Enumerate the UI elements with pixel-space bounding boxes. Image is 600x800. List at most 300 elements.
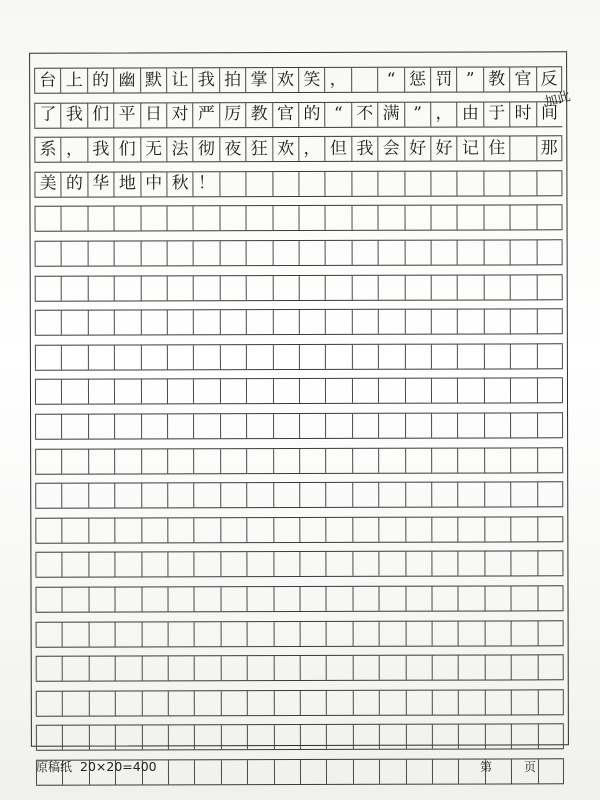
grid-cell: [114, 484, 140, 508]
grid-cell: [246, 206, 272, 230]
grid-cell: [405, 517, 431, 541]
grid-cell: [194, 622, 220, 646]
grid-cell: [35, 380, 61, 404]
grid-cell: [378, 310, 404, 334]
grid-cell: [352, 345, 378, 369]
grid-cell: [300, 656, 326, 680]
grid-cell: [61, 242, 87, 266]
grid-cell: [115, 553, 141, 577]
grid-cell: [325, 345, 351, 369]
grid-cell: [115, 726, 141, 750]
grid-cell: [325, 275, 351, 299]
grid-cell: [379, 691, 405, 715]
grid-cell: [458, 552, 484, 576]
grid-row: [35, 343, 563, 370]
grid-cell: 的: [298, 103, 324, 127]
grid-cell: [537, 621, 563, 645]
grid-row: [35, 447, 563, 474]
grid-cell: [353, 725, 379, 749]
grid-cell: [247, 622, 273, 646]
grid-cell: [484, 483, 510, 507]
grid-cell: 们: [87, 103, 113, 127]
grid-cell: [431, 414, 457, 438]
grid-cell: [484, 448, 510, 472]
grid-cell: [352, 587, 378, 611]
grid-cell: [114, 449, 140, 473]
grid-cell: [483, 275, 509, 299]
grid-cell: 官: [272, 103, 298, 127]
page-label-ye: 页: [524, 760, 537, 774]
grid-cell: [141, 553, 167, 577]
grid-cell: [35, 415, 61, 439]
grid-cell: [246, 241, 272, 265]
grid-row: [35, 274, 563, 301]
grid-cell: [247, 691, 273, 715]
grid-cell: [62, 691, 88, 715]
grid-cell: 日: [140, 103, 166, 127]
grid-cell: [246, 518, 272, 542]
grid-cell: [536, 240, 562, 264]
grid-cell: [378, 518, 404, 542]
grid-cell: [299, 483, 325, 507]
grid-cell: [405, 448, 431, 472]
grid-cell: [273, 552, 299, 576]
grid-cell: [35, 311, 61, 335]
grid-cell: [511, 725, 537, 749]
grid-cell: [167, 310, 193, 334]
paper-label: 原稿纸: [36, 760, 73, 774]
grid-cell: [431, 483, 457, 507]
grid-cell: [34, 207, 60, 231]
grid-cell: [432, 656, 458, 680]
grid-cell: [220, 449, 246, 473]
grid-cell: [379, 552, 405, 576]
grid-cell: [194, 760, 220, 784]
grid-cell: [299, 310, 325, 334]
grid-cell: 幽: [113, 68, 139, 92]
grid-cell: [326, 518, 352, 542]
grid-cell: 中: [140, 172, 166, 196]
grid-row: [36, 654, 564, 681]
grid-cell: [431, 517, 457, 541]
grid-cell: 由: [457, 102, 483, 126]
grid-cell: [220, 518, 246, 542]
grid-cell: [351, 206, 377, 230]
grid-cell: 厉: [219, 103, 245, 127]
grid-cell: [140, 276, 166, 300]
grid-row: [35, 551, 563, 578]
grid-cell: [272, 241, 298, 265]
grid-cell: [141, 726, 167, 750]
grid-cell: [273, 622, 299, 646]
grid-cell: [247, 552, 273, 576]
grid-cell: [194, 518, 220, 542]
grid-cell: [221, 691, 247, 715]
grid-cell: [220, 587, 246, 611]
grid-cell: [458, 621, 484, 645]
grid-cell: [458, 448, 484, 472]
grid-cell: [167, 345, 193, 369]
grid-cell: [168, 691, 194, 715]
grid-cell: [378, 483, 404, 507]
grid-cell: ，: [298, 137, 324, 161]
grid-cell: [431, 344, 457, 368]
grid-cell: [273, 691, 299, 715]
grid-cell: [431, 310, 457, 334]
grid-cell: [167, 483, 193, 507]
grid-cell: [62, 449, 88, 473]
grid-cell: [274, 760, 300, 784]
paper-footer-left: [36, 758, 157, 775]
grid-cell: [273, 449, 299, 473]
grid-cell: [193, 276, 219, 300]
grid-cell: [537, 690, 563, 714]
grid-cell: [510, 206, 536, 230]
grid-cell: [168, 726, 194, 750]
grid-cell: [483, 206, 509, 230]
grid-cell: [511, 690, 537, 714]
grid-cell: [35, 276, 61, 300]
grid-cell: [89, 691, 115, 715]
grid-cell: [87, 207, 113, 231]
grid-cell: [404, 275, 430, 299]
grid-cell: 但: [325, 137, 351, 161]
grid-cell: [300, 622, 326, 646]
grid-cell: [36, 657, 62, 681]
grid-cell: [510, 379, 536, 403]
grid-cell: [510, 448, 536, 472]
grid-cell: ，: [430, 102, 456, 126]
grid-row: [34, 135, 562, 162]
grid-cell: [272, 172, 298, 196]
grid-cell: 不: [351, 102, 377, 126]
grid-cell: ！: [193, 172, 219, 196]
grid-cell: [379, 760, 405, 784]
grid-cell: [221, 726, 247, 750]
grid-cell: [484, 413, 510, 437]
grid-cell: [87, 276, 113, 300]
grid-cell: [194, 449, 220, 473]
grid-cell: [272, 276, 298, 300]
grid-cell: [62, 553, 88, 577]
grid-cell: [194, 587, 220, 611]
grid-cell: [194, 483, 220, 507]
grid-row: [34, 170, 562, 197]
grid-cell: [115, 587, 141, 611]
grid-cell: [88, 587, 114, 611]
grid-cell: ，: [325, 68, 351, 92]
grid-cell: [36, 691, 62, 715]
grid-cell: [457, 414, 483, 438]
grid-cell: [431, 379, 457, 403]
grid-cell: [62, 588, 88, 612]
grid-cell: [88, 553, 114, 577]
grid-cell: [114, 311, 140, 335]
grid-cell: [458, 656, 484, 680]
grid-cell: [193, 310, 219, 334]
grid-cell: ，: [61, 138, 87, 162]
grid-cell: [220, 553, 246, 577]
grid-cell: [404, 344, 430, 368]
grid-cell: [458, 690, 484, 714]
grid-cell: [484, 586, 510, 610]
grid-cell: [405, 379, 431, 403]
grid-cell: [484, 656, 510, 680]
grid-cell: 欢: [272, 137, 298, 161]
grid-cell: [432, 760, 458, 784]
grid-cell: [485, 690, 511, 714]
grid-cell: [114, 207, 140, 231]
grid-cell: [457, 171, 483, 195]
grid-cell: [405, 656, 431, 680]
grid-cell: [273, 379, 299, 403]
grid-cell: [537, 517, 563, 541]
grid-cell: 狂: [246, 137, 272, 161]
grid-cell: 地: [114, 172, 140, 196]
grid-cell: [219, 207, 245, 231]
grid-cell: 好: [404, 137, 430, 161]
grid-cell: [404, 206, 430, 230]
grid-cell: ”: [404, 102, 430, 126]
grid-cell: [537, 482, 563, 506]
grid-cell: [88, 622, 114, 646]
grid-cell: [405, 690, 431, 714]
grid-cell: [352, 552, 378, 576]
grid-cell: [167, 241, 193, 265]
grid-cell: [351, 172, 377, 196]
grid-cell: [167, 449, 193, 473]
grid-cell: [351, 241, 377, 265]
grid-cell: 会: [378, 137, 404, 161]
grid-cell: 满: [377, 102, 403, 126]
grid-cell: [326, 691, 352, 715]
grid-cell: [167, 587, 193, 611]
grid-cell: [484, 552, 510, 576]
grid-cell: [35, 588, 61, 612]
grid-cell: [299, 379, 325, 403]
grid-cell: [141, 484, 167, 508]
grid-cell: [88, 345, 114, 369]
grid-cell: [299, 414, 325, 438]
grid-cell: [325, 241, 351, 265]
grid-cell: 秋: [166, 172, 192, 196]
grid-cell: [458, 587, 484, 611]
grid-cell: [61, 311, 87, 335]
grid-cell: [140, 241, 166, 265]
grid-cell: 罚: [430, 68, 456, 92]
grid-cell: [194, 691, 220, 715]
grid-cell: 笑: [298, 68, 324, 92]
grid-cell: [61, 276, 87, 300]
grid-cell: [193, 345, 219, 369]
grid-cell: [114, 276, 140, 300]
grid-cell: [537, 413, 563, 437]
grid-cell: [510, 275, 536, 299]
grid-cell: [431, 448, 457, 472]
grid-cell: [114, 241, 140, 265]
grid-cell: [115, 622, 141, 646]
grid-cell: [88, 414, 114, 438]
grid-cell: [537, 655, 563, 679]
grid-cell: 反: [536, 67, 562, 91]
grid-cell: [326, 483, 352, 507]
grid-cell: [35, 242, 61, 266]
grid-cell: ”: [457, 68, 483, 92]
grid-cell: [378, 448, 404, 472]
grid-cell: [431, 587, 457, 611]
grid-cell: [484, 344, 510, 368]
grid-cell: 我: [351, 137, 377, 161]
grid-cell: [325, 414, 351, 438]
grid-cell: [246, 310, 272, 334]
grid-cell: [432, 690, 458, 714]
grid-cell: [272, 206, 298, 230]
grid-cell: [406, 760, 432, 784]
grid-cell: 教: [245, 103, 271, 127]
grid-cell: [62, 622, 88, 646]
grid-cell: 那: [536, 136, 562, 160]
grid-cell: [140, 345, 166, 369]
grid-cell: 们: [114, 138, 140, 162]
grid-cell: [404, 171, 430, 195]
grid-cell: 默: [140, 68, 166, 92]
grid-cell: [141, 449, 167, 473]
grid-cell: [115, 657, 141, 681]
grid-cell: [352, 656, 378, 680]
grid-cell: [167, 414, 193, 438]
grid-cell: [141, 622, 167, 646]
grid-cell: [353, 691, 379, 715]
grid-row: [35, 481, 563, 508]
grid-cell: [483, 240, 509, 264]
grid-cell: [247, 587, 273, 611]
grid-cell: 我: [61, 103, 87, 127]
grid-cell: [246, 345, 272, 369]
grid-cell: [88, 449, 114, 473]
grid-cell: [537, 552, 563, 576]
grid-cell: 对: [166, 103, 192, 127]
grid-cell: [219, 172, 245, 196]
grid-cell: [325, 379, 351, 403]
grid-cell: [273, 483, 299, 507]
grid-cell: [352, 414, 378, 438]
grid-cell: [510, 517, 536, 541]
grid-cell: [405, 414, 431, 438]
grid-cell: [61, 207, 87, 231]
grid-cell: 美: [34, 172, 60, 196]
grid-cell: [194, 656, 220, 680]
grid-cell: [510, 310, 536, 334]
grid-cell: [193, 414, 219, 438]
grid-cell: 于: [483, 102, 509, 126]
grid-cell: [298, 172, 324, 196]
grid-cell: [325, 310, 351, 334]
grid-cell: [457, 241, 483, 265]
grid-cell: 拍: [219, 68, 245, 92]
grid-cell: [325, 206, 351, 230]
grid-cell: [378, 345, 404, 369]
grid-cell: [378, 414, 404, 438]
grid-cell: [484, 310, 510, 334]
grid-cell: [536, 344, 562, 368]
grid-cell: [484, 379, 510, 403]
grid-cell: [326, 587, 352, 611]
handwritten-insertion: 加此: [543, 88, 573, 110]
grid-cell: [273, 656, 299, 680]
grid-cell: [193, 241, 219, 265]
grid-cell: [510, 137, 536, 161]
grid-cell: 间: [536, 102, 562, 126]
grid-cell: [299, 276, 325, 300]
grid-cell: 华: [87, 172, 113, 196]
grid-row: [34, 66, 562, 93]
grid-row: [36, 689, 564, 716]
grid-cell: 教: [483, 67, 509, 91]
grid-cell: [140, 207, 166, 231]
grid-row: [36, 724, 564, 751]
grid-cell: [114, 414, 140, 438]
grid-cell: [351, 68, 377, 92]
grid-cell: [221, 760, 247, 784]
grid-cell: [299, 552, 325, 576]
grid-cell: [405, 621, 431, 645]
grid-cell: [510, 344, 536, 368]
grid-cell: [431, 275, 457, 299]
grid-cell: [247, 656, 273, 680]
grid-cell: [247, 725, 273, 749]
grid-cell: [141, 657, 167, 681]
grid-cell: [141, 414, 167, 438]
grid-cell: [299, 241, 325, 265]
grid-cell: [299, 345, 325, 369]
grid-cell: [88, 518, 114, 542]
grid-cell: [272, 310, 298, 334]
grid-cell: 的: [61, 172, 87, 196]
grid-row: [35, 412, 563, 439]
grid-cell: [352, 379, 378, 403]
grid-cell: 好: [430, 137, 456, 161]
grid-cell: [167, 380, 193, 404]
grid-cell: [457, 206, 483, 230]
grid-cell: [510, 413, 536, 437]
grid-cell: [167, 553, 193, 577]
grid-row: [35, 378, 563, 405]
grid-cell: [405, 483, 431, 507]
grid-cell: [351, 275, 377, 299]
grid-cell: [298, 206, 324, 230]
grid-cell: [326, 760, 352, 784]
grid-cell: [510, 171, 536, 195]
grid-cell: 时: [509, 102, 535, 126]
grid-cell: 了: [34, 103, 60, 127]
grid-cell: [300, 725, 326, 749]
grid-cell: [219, 276, 245, 300]
grid-cell: [61, 345, 87, 369]
grid-cell: [353, 760, 379, 784]
grid-cell: [62, 484, 88, 508]
grid-cell: [167, 276, 193, 300]
page-label-di: 第: [480, 760, 493, 774]
grid-cell: [273, 587, 299, 611]
grid-cell: [378, 241, 404, 265]
grid-cell: [536, 171, 562, 195]
grid-cell: 彻: [193, 137, 219, 161]
grid-cell: 惩: [404, 68, 430, 92]
grid-cell: [62, 518, 88, 542]
grid-cell: [378, 206, 404, 230]
grid-cell: [511, 586, 537, 610]
grid-cell: [220, 483, 246, 507]
